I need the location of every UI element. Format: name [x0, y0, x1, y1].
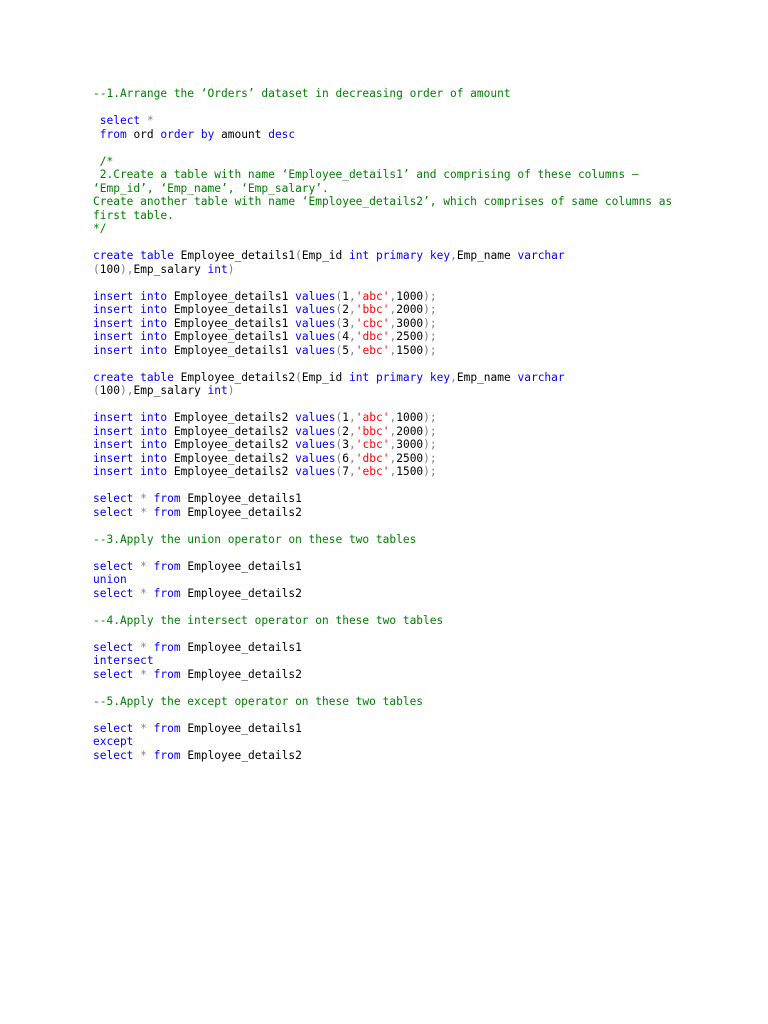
- code-line: [93, 425, 733, 439]
- sql-text: [147, 587, 154, 600]
- sql-keyword: from: [153, 667, 181, 681]
- sql-keyword: select: [93, 559, 134, 573]
- sql-text: Emp_id: [301, 370, 350, 384]
- sql-comment: ‘Emp_id’, ‘Emp_name’, ‘Emp_salary’.: [93, 181, 329, 195]
- sql-keyword: values: [295, 424, 336, 438]
- code-line: [93, 411, 733, 425]
- sql-operator: (: [335, 330, 343, 343]
- blank-line: [93, 479, 733, 493]
- sql-text: [147, 749, 154, 762]
- sql-keyword: from: [153, 492, 181, 505]
- sql-text: Emp_id: [301, 249, 350, 262]
- code-line: [93, 303, 733, 317]
- sql-text: 2000: [396, 303, 424, 316]
- sql-text: 1000: [396, 289, 424, 303]
- sql-text: [369, 249, 376, 262]
- sql-text: Employee_details1: [173, 249, 296, 262]
- sql-text: Employee_details2: [167, 411, 296, 424]
- sql-text: 100: [99, 262, 120, 276]
- sql-text: ord: [126, 127, 161, 141]
- sql-keyword: order: [160, 127, 195, 141]
- sql-keyword: values: [295, 411, 336, 424]
- sql-text: Employee_details1: [180, 721, 302, 735]
- code-line: [93, 749, 733, 763]
- code-line: [93, 249, 733, 263]
- sql-operator: ): [227, 384, 235, 397]
- sql-operator: *: [146, 114, 154, 127]
- blank-line: [93, 357, 733, 371]
- sql-string: 'dbc': [355, 330, 390, 343]
- sql-comment: 2.Create a table with name ‘Employee_details1’ and comprising of these columns –: [93, 168, 639, 181]
- sql-keyword: insert: [93, 451, 134, 465]
- code-line: [93, 560, 733, 574]
- code-block: [93, 614, 733, 628]
- sql-operator: ,: [389, 465, 397, 478]
- sql-keyword: create: [93, 370, 134, 384]
- code-line: [93, 668, 733, 682]
- sql-text: [423, 371, 430, 384]
- code-line: [93, 263, 733, 277]
- sql-operator: ,: [349, 289, 356, 303]
- sql-text: Employee_details2: [180, 748, 302, 762]
- sql-comment: --5.Apply the except operator on these two tables: [93, 694, 424, 708]
- sql-keyword: from: [153, 721, 181, 735]
- code-line: [93, 344, 733, 358]
- sql-operator: (: [335, 343, 343, 357]
- sql-operator: ,: [389, 424, 397, 438]
- sql-keyword: insert: [93, 316, 134, 330]
- sql-operator: (: [335, 451, 343, 465]
- code-block: [93, 87, 733, 101]
- sql-text: [147, 722, 154, 735]
- sql-keyword: values: [295, 289, 336, 303]
- sql-comment: */: [93, 222, 107, 235]
- code-line: [93, 317, 733, 331]
- code-line: [93, 722, 733, 736]
- sql-comment: first table.: [93, 208, 174, 222]
- sql-keyword: insert: [93, 343, 134, 357]
- sql-keyword: values: [295, 343, 336, 357]
- sql-text: 3000: [396, 316, 424, 330]
- code-block: [93, 695, 733, 709]
- sql-keyword: key: [429, 370, 451, 384]
- sql-keyword: except: [93, 735, 134, 748]
- sql-keyword: values: [295, 316, 336, 330]
- sql-comment: --3.Apply the union operator on these two tables: [93, 532, 417, 546]
- sql-keyword: int: [207, 262, 228, 276]
- blank-line: [93, 708, 733, 722]
- sql-text: [147, 668, 154, 681]
- code-line: [93, 465, 733, 479]
- sql-keyword: into: [140, 424, 168, 438]
- sql-string: 'dbc': [355, 451, 390, 465]
- sql-keyword: values: [295, 438, 336, 451]
- sql-operator: *: [140, 559, 147, 573]
- sql-keyword: desc: [268, 127, 296, 141]
- code-line: [93, 492, 733, 506]
- sql-text: Emp_name: [456, 370, 518, 384]
- sql-keyword: select: [93, 505, 134, 519]
- sql-operator: );: [423, 438, 437, 451]
- sql-text: 1500: [396, 343, 424, 357]
- code-line: [93, 182, 733, 196]
- sql-keyword: from: [153, 559, 181, 573]
- sql-operator: ,: [349, 330, 356, 343]
- sql-text: [93, 128, 100, 141]
- sql-text: [194, 128, 201, 141]
- sql-operator: ,: [389, 411, 397, 424]
- code-line: [93, 452, 733, 466]
- sql-operator: );: [423, 316, 437, 330]
- sql-operator: ,: [349, 438, 356, 451]
- code-block: [93, 411, 733, 479]
- sql-operator: (: [93, 262, 100, 276]
- sql-keyword: select: [93, 721, 134, 735]
- sql-keyword: union: [93, 573, 127, 586]
- sql-text: [147, 560, 154, 573]
- code-line: [93, 87, 733, 101]
- code-line: [93, 155, 733, 169]
- sql-keyword: from: [153, 748, 181, 762]
- sql-operator: (: [295, 370, 302, 384]
- sql-text: Emp_salary: [133, 384, 208, 397]
- sql-text: Employee_details1: [167, 289, 296, 303]
- sql-operator: );: [423, 424, 437, 438]
- code-block: [93, 371, 733, 398]
- sql-keyword: into: [140, 438, 168, 451]
- sql-keyword: create: [93, 249, 134, 262]
- sql-text: [140, 114, 147, 127]
- sql-string: 'abc': [355, 289, 390, 303]
- sql-string: 'abc': [355, 411, 390, 424]
- code-line: [93, 587, 733, 601]
- sql-keyword: into: [140, 303, 168, 316]
- sql-text: Employee_details1: [167, 316, 296, 330]
- sql-operator: *: [140, 505, 147, 519]
- code-line: [93, 654, 733, 668]
- sql-keyword: select: [93, 492, 134, 505]
- sql-operator: ,: [389, 343, 397, 357]
- code-block: [93, 290, 733, 358]
- sql-operator: ),: [119, 262, 134, 276]
- code-line: [93, 371, 733, 385]
- code-line: [93, 290, 733, 304]
- blank-line: [93, 681, 733, 695]
- sql-text: Employee_details1: [180, 492, 302, 505]
- blank-line: [93, 236, 733, 250]
- sql-keyword: by: [200, 127, 215, 141]
- sql-keyword: insert: [93, 424, 134, 438]
- sql-operator: ,: [389, 330, 397, 343]
- code-block: [93, 641, 733, 682]
- sql-string: 'bbc': [355, 424, 390, 438]
- sql-keyword: primary: [375, 370, 424, 384]
- sql-text: Employee_details1: [167, 343, 296, 357]
- code-line: [93, 438, 733, 452]
- sql-text: Employee_details1: [167, 330, 296, 343]
- sql-operator: );: [423, 465, 437, 478]
- sql-operator: *: [140, 492, 147, 505]
- sql-operator: ,: [389, 289, 397, 303]
- sql-operator: (: [295, 249, 302, 262]
- sql-text: Emp_salary: [133, 262, 208, 276]
- sql-keyword: into: [140, 465, 168, 478]
- code-line: [93, 384, 733, 398]
- sql-operator: ,: [349, 465, 356, 478]
- sql-text: amount: [214, 127, 269, 141]
- sql-operator: *: [140, 667, 147, 681]
- code-line: [93, 573, 733, 587]
- sql-text: Employee_details1: [180, 559, 302, 573]
- sql-keyword: into: [140, 289, 168, 303]
- sql-text: [423, 249, 430, 262]
- sql-text: Employee_details1: [167, 303, 296, 316]
- blank-line: [93, 398, 733, 412]
- sql-operator: );: [423, 330, 437, 343]
- blank-line: [93, 627, 733, 641]
- sql-operator: );: [423, 411, 437, 424]
- sql-keyword: from: [153, 640, 181, 654]
- sql-text: 1: [342, 411, 350, 424]
- sql-text: [147, 492, 154, 505]
- sql-text: [93, 114, 100, 127]
- sql-operator: ),: [119, 384, 134, 397]
- sql-text: 3: [342, 316, 350, 330]
- blank-line: [93, 546, 733, 560]
- sql-keyword: select: [93, 640, 134, 654]
- sql-text: Employee_details2: [180, 586, 302, 600]
- blank-line: [93, 600, 733, 614]
- sql-text: 4: [342, 330, 350, 343]
- sql-keyword: int: [207, 384, 228, 397]
- sql-text: Employee_details2: [167, 438, 296, 451]
- sql-keyword: int: [349, 370, 370, 384]
- sql-text: 1500: [396, 465, 424, 478]
- sql-string: 'bbc': [355, 303, 390, 316]
- sql-keyword: insert: [93, 330, 134, 343]
- sql-operator: ,: [450, 370, 457, 384]
- sql-keyword: select: [93, 667, 134, 681]
- sql-keyword: values: [295, 330, 336, 343]
- sql-keyword: varchar: [517, 370, 565, 384]
- sql-comment: /*: [93, 154, 114, 168]
- sql-operator: ,: [389, 303, 397, 316]
- sql-operator: ,: [349, 343, 356, 357]
- sql-operator: );: [423, 451, 437, 465]
- code-line: [93, 222, 733, 236]
- code-line: [93, 330, 733, 344]
- sql-keyword: into: [140, 343, 168, 357]
- code-block: [93, 249, 733, 276]
- sql-comment: Create another table with name ‘Employee_details2’, which comprises of same columns as: [93, 195, 673, 208]
- sql-keyword: from: [153, 586, 181, 600]
- sql-keyword: select: [93, 748, 134, 762]
- sql-string: 'ebc': [355, 343, 390, 357]
- sql-operator: *: [140, 721, 147, 735]
- sql-text: [369, 371, 376, 384]
- code-block: [93, 533, 733, 547]
- code-block: [93, 492, 733, 519]
- sql-operator: ,: [349, 451, 356, 465]
- code-line: [93, 168, 733, 182]
- sql-keyword: insert: [93, 465, 134, 478]
- sql-operator: ,: [450, 249, 457, 262]
- code-line: [93, 695, 733, 709]
- code-line: [93, 195, 733, 209]
- sql-keyword: select: [93, 586, 134, 600]
- sql-keyword: intersect: [93, 654, 154, 667]
- code-line: [93, 506, 733, 520]
- sql-string: 'ebc': [355, 465, 390, 478]
- sql-text: Employee_details2: [180, 505, 302, 519]
- sql-keyword: from: [153, 505, 181, 519]
- code-line: [93, 614, 733, 628]
- sql-text: Emp_name: [456, 249, 518, 262]
- sql-keyword: values: [295, 303, 336, 316]
- sql-keyword: key: [429, 249, 451, 262]
- sql-text: Employee_details2: [180, 667, 302, 681]
- blank-line: [93, 276, 733, 290]
- sql-text: [147, 641, 154, 654]
- sql-operator: );: [423, 289, 437, 303]
- sql-operator: (: [335, 465, 343, 478]
- sql-keyword: table: [140, 249, 174, 262]
- sql-text: Employee_details2: [167, 424, 296, 438]
- sql-keyword: values: [295, 465, 336, 478]
- sql-operator: ,: [389, 451, 397, 465]
- sql-keyword: values: [295, 451, 336, 465]
- sql-keyword: from: [99, 127, 127, 141]
- sql-text: 1000: [396, 411, 424, 424]
- sql-operator: (: [335, 424, 343, 438]
- sql-text: 7: [342, 465, 350, 478]
- code-line: [93, 128, 733, 142]
- blank-line: [93, 141, 733, 155]
- sql-keyword: into: [140, 330, 168, 343]
- sql-text: 2: [342, 303, 350, 316]
- sql-operator: );: [423, 343, 437, 357]
- sql-operator: ,: [349, 303, 356, 316]
- sql-text: Employee_details2: [167, 451, 296, 465]
- sql-operator: (: [335, 303, 343, 316]
- sql-operator: *: [140, 586, 147, 600]
- sql-text: 2: [342, 424, 350, 438]
- sql-operator: *: [140, 640, 147, 654]
- sql-document: [93, 87, 733, 762]
- sql-keyword: int: [349, 249, 370, 262]
- sql-text: 5: [342, 343, 350, 357]
- sql-keyword: insert: [93, 289, 134, 303]
- sql-operator: ,: [389, 316, 397, 330]
- sql-operator: (: [335, 411, 343, 424]
- sql-string: 'cbc': [355, 438, 390, 451]
- sql-operator: *: [140, 748, 147, 762]
- sql-text: Employee_details2: [173, 370, 296, 384]
- sql-keyword: table: [140, 370, 174, 384]
- sql-text: 3000: [396, 438, 424, 451]
- sql-text: [147, 506, 154, 519]
- sql-text: Employee_details2: [167, 465, 296, 478]
- sql-keyword: primary: [375, 249, 424, 262]
- sql-keyword: insert: [93, 411, 134, 424]
- sql-operator: (: [93, 384, 100, 397]
- code-line: [93, 735, 733, 749]
- sql-keyword: insert: [93, 438, 134, 451]
- sql-text: 2500: [396, 451, 424, 465]
- sql-operator: ,: [349, 316, 356, 330]
- sql-operator: (: [335, 316, 343, 330]
- sql-operator: ,: [349, 411, 356, 424]
- code-line: [93, 209, 733, 223]
- sql-operator: (: [335, 289, 343, 303]
- code-block: [93, 114, 733, 141]
- sql-operator: );: [423, 303, 437, 316]
- code-block: [93, 722, 733, 763]
- sql-comment: --1.Arrange the ‘Orders’ dataset in decreasing order of amount: [93, 87, 511, 100]
- sql-comment: --4.Apply the intersect operator on these two tables: [93, 613, 444, 627]
- sql-text: 100: [99, 384, 120, 397]
- sql-operator: ,: [349, 424, 356, 438]
- sql-keyword: into: [140, 411, 168, 424]
- sql-keyword: into: [140, 316, 168, 330]
- sql-text: 3: [342, 438, 350, 451]
- code-line: [93, 114, 733, 128]
- code-line: [93, 641, 733, 655]
- sql-text: 2000: [396, 424, 424, 438]
- sql-text: 2500: [396, 330, 424, 343]
- sql-text: 6: [342, 451, 350, 465]
- blank-line: [93, 519, 733, 533]
- sql-operator: ): [227, 262, 235, 276]
- sql-keyword: insert: [93, 303, 134, 316]
- sql-string: 'cbc': [355, 316, 390, 330]
- sql-keyword: into: [140, 451, 168, 465]
- code-block: [93, 560, 733, 601]
- blank-line: [93, 101, 733, 115]
- code-block: [93, 155, 733, 236]
- code-line: [93, 533, 733, 547]
- sql-keyword: varchar: [517, 249, 565, 262]
- sql-text: 1: [342, 289, 350, 303]
- sql-keyword: select: [99, 114, 141, 127]
- sql-operator: (: [335, 438, 343, 451]
- sql-operator: ,: [389, 438, 397, 451]
- sql-text: Employee_details1: [180, 640, 302, 654]
